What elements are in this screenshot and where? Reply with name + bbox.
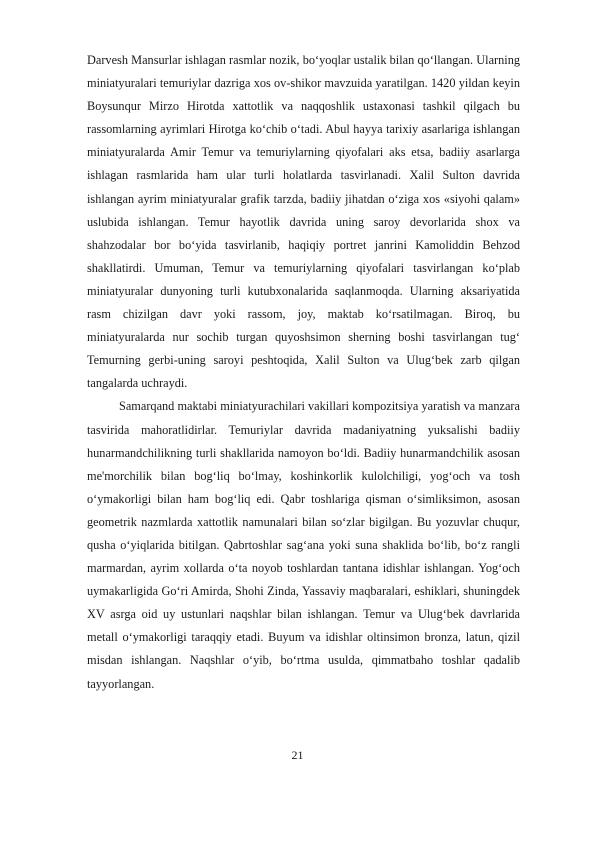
- document-page: [87, 49, 520, 696]
- paragraph-1: Darvesh Mansurlar ishlagan rasmlar nozik, bo‘yoqlar ustalik bilan qo‘llangan. Ularning miniatyuralari temuriylar dazriga xos ov-shikor mavzuida yaratilgan. 1420 yildan keyin Boysunqur Mirzo Hirotda xattotlik va naqqoshlik ustaxonasi tashkil qilgach bu rassomlarning ayrimlari Hirotga ko‘chib o‘tadi. Abul hayya tarixiy asarlariga ishlangan miniatyuralarda Amir Temur va temuriylarning qiyofalari aks etsa, badiiy asarlarga ishlagan rasmlarida ham ular turli holatlarda tasvirlanadi. Xalil Sulton davrida ishlangan ayrim miniatyuralar grafik tarzda, badiiy jihatdan o‘ziga xos «siyohi qalam» uslubida ishlangan. Temur hayotlik davrida uning saroy devorlarida shox va shahzodalar bor bo‘yida tasvirlanib, haqiqiy portret janrini Kamoliddin Behzod shakllatirdi. Umuman, Temur va temuriylarning qiyofalari tasvirlangan ko‘plab miniatyuralar dunyoning turli kutubxonalarida saqlanmoqda. Ularning aksariyatida rasm chizilgan davr yoki rassom, joy, maktab ko‘rsatilmagan. Biroq, bu miniatyuralarda nur sochib turgan quyoshsimon sherning boshi tasvirlangan tug‘ Temurning gerbi-uning saroyi peshtoqida, Xalil Sulton va Ulug‘bek zarb qilgan tangalarda uchraydi.: [87, 53, 520, 391]
- paragraph-2: Samarqand maktabi miniatyurachilari vakillari kompozitsiya yaratish va manzara tasvirida mahoratlidirlar. Temuriylar davrida madaniyatning yuksalishi badiiy hunarmandchilikning turli shakllarida namoyon bo‘ldi. Badiiy hunarmandchilik asosan me'morchilik bilan bog‘liq bo‘lmay, koshinkorlik kulolchiligi, yog‘och va tosh o‘ymakorligi bilan ham bog‘liq edi. Qabr toshlariga qisman o‘simliksimon, asosan geometrik nazmlarda xattotlik namunalari bilan so‘zlar bigilgan. Bu yozuvlar chuqur, qusha o‘yiqlarida bitilgan. Qabrtoshlar sag‘ana yoki suna shaklida bo‘lib, bo‘z rangli marmardan, ayrim xollarda o‘ta noyob toshlardan tantana idishlar ishlangan. Yog‘och uymakarligida Go‘ri Amirda, Shohi Zinda, Yassaviy maqbaralari, eshiklari, shuningdek XV asrga oid uy ustunlari naqshlar bilan ishlangan. Temur va Ulug‘bek davrlarida metall o‘ymakorligi taraqqiy etadi. Buyum va idishlar oltinsimon bronza, latun, qizil misdan ishlangan. Naqshlar o‘yib, bo‘rtma usulda, qimmatbaho toshlar qadalib tayyorlangan.: [87, 399, 520, 691]
- page-number: 21: [291, 748, 304, 762]
